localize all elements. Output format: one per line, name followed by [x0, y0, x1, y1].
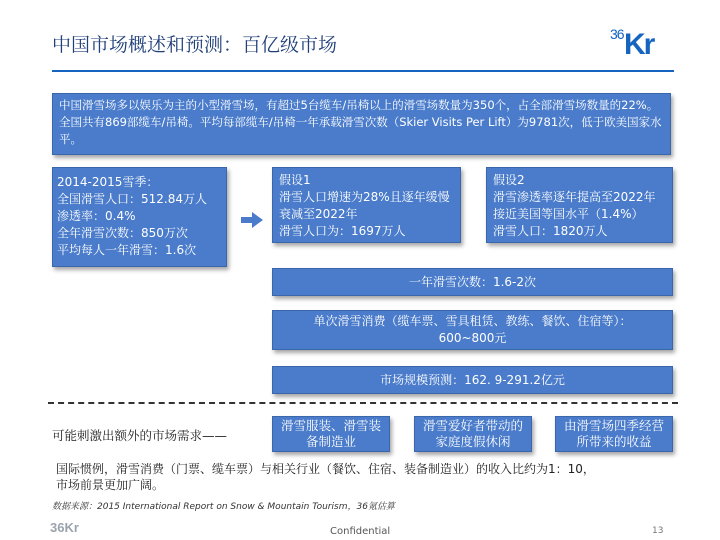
confidential-label: Confidential [330, 526, 391, 537]
ratio-note: 国际惯例，滑雪消费（门票、缆车票）与相关行业（餐饮、住宿、装备制造业）的收入比约为1：10， [56, 462, 595, 476]
per-visit-spend-box [272, 310, 673, 350]
season-line: 2014-2015雪季： [57, 175, 159, 189]
assumption-1-box [272, 167, 461, 243]
season-line: 全国滑雪人口：512.84万人 [57, 192, 207, 206]
assumption-1-heading: 假设1 [279, 173, 311, 187]
data-source: 数据来源：2015 International Report on Snow & Mountain Tourism，36氪估算 [52, 502, 395, 512]
assumption-1-growth: 滑雪人口增速为28%且逐年缓慢衰减至2022年 [279, 190, 450, 221]
season-line: 渗透率：0.4% [57, 209, 136, 223]
title-divider [52, 70, 674, 72]
demand-item: 滑雪爱好者带动的家庭度假休闲 [414, 416, 532, 452]
assumption-2-heading: 假设2 [493, 173, 525, 187]
assumption-2-box [486, 167, 673, 243]
market-overview-box: 中国滑雪场多以娱乐为主的小型滑雪场，有超过5台缆车/吊椅以上的滑雪场数量为350个，占全部滑雪场数量的22%。全国共有869部缆车/吊椅。平均每部缆车/吊椅一年承载滑雪次数（Skier Visits Per Lift）为9781次，低于欧美国家水平。 [52, 93, 671, 155]
assumption-2-population: 滑雪人口：1820万人 [493, 224, 608, 238]
logo-number: 36 [610, 26, 624, 42]
annual-visits-box: 一年滑雪次数：1.6-2次 [272, 268, 673, 296]
ratio-note-cont: 市场前景更加广阔。 [56, 478, 165, 492]
page-title: 中国市场概述和预测：百亿级市场 [52, 34, 338, 56]
page-number: 13 [652, 526, 664, 536]
footer-logo: 36Kr [50, 520, 79, 535]
logo-text: Kr [624, 28, 654, 61]
brand-logo [610, 24, 674, 64]
season-stats-box [52, 167, 227, 267]
spend-categories: 单次滑雪消费（缆车票、雪具租赁、教练、餐饮、住宿等）： [313, 314, 632, 328]
season-line: 平均每人一年滑雪：1.6次 [57, 243, 197, 257]
market-forecast-box: 市场规模预测：162. 9-291.2亿元 [272, 366, 673, 394]
season-line: 全年滑雪次数：850万次 [57, 226, 188, 240]
demand-item: 滑雪服装、滑雪装备制造业 [272, 416, 390, 452]
assumption-2-penetration: 滑雪渗透率逐年提高至2022年接近美国等国水平（1.4%） [493, 190, 656, 221]
assumption-1-population: 滑雪人口为：1697万人 [279, 224, 406, 238]
spend-range: 600~800元 [438, 331, 507, 345]
demand-item: 由滑雪场四季经营所带来的收益 [555, 416, 673, 452]
arrow-right-icon [241, 212, 263, 228]
section-divider [48, 402, 678, 404]
extra-demand-label: 可能刺激出额外的市场需求—— [52, 428, 228, 443]
